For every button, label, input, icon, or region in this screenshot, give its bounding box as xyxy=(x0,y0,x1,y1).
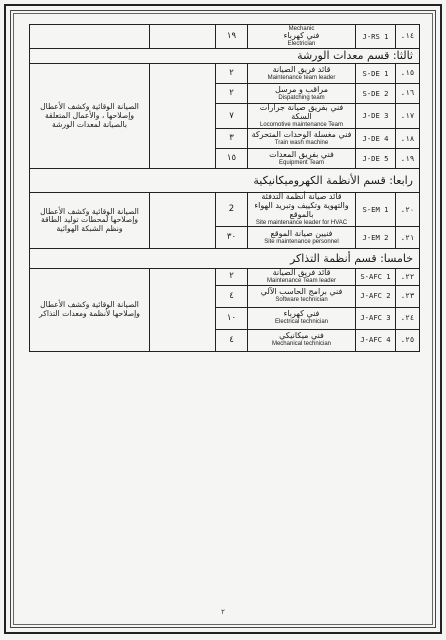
row-number-cell: .٢٠ xyxy=(396,193,420,227)
job-title-en: Equipment Team xyxy=(279,159,324,166)
section-heading: رابعا: قسم الأنظمة الكهروميكانيكية xyxy=(30,169,420,193)
row-number-cell: .٢٤ xyxy=(396,307,420,329)
job-title-en: Train wash machine xyxy=(274,139,329,146)
job-title-cell xyxy=(248,307,356,329)
count-cell: ٧ xyxy=(216,104,248,129)
job-title-ar: قائد فريق الصيانة xyxy=(272,64,331,74)
job-code-cell: S-DE 1 xyxy=(356,64,396,84)
job-title-en: Maintenance Team leader xyxy=(267,278,336,285)
job-title-ar: فني برامج الحاسب الآلي xyxy=(260,287,343,297)
job-title-cell xyxy=(248,329,356,351)
row-number-cell: .١٨ xyxy=(396,129,420,149)
count-cell: ٢ xyxy=(216,269,248,285)
job-title-ar: مراقب و مرسل xyxy=(274,84,328,94)
count-cell: ٤ xyxy=(216,285,248,307)
job-title-ar: فني كهرباء xyxy=(283,309,320,319)
count-cell: ١٩ xyxy=(216,25,248,49)
job-code-cell: S-EM 1 xyxy=(356,193,396,227)
section-description: الصيانة الوقائية وكشف الأعطال وإصلاحها ، والأعمال المتعلقة بالصيانة لمعدات الورشة xyxy=(30,64,150,169)
job-title-cell xyxy=(248,104,356,129)
row-number-cell: .١٦ xyxy=(396,84,420,104)
row-number-cell: .٢٢ xyxy=(396,269,420,285)
count-cell: ٣ xyxy=(216,129,248,149)
job-code-cell: J-AFC 3 xyxy=(356,307,396,329)
job-title-ar: قائد صيانة أنظمة التدفئة والتهوية وتكييف وتبريد الهواء بالموقع xyxy=(254,192,349,219)
row-number-cell: .١٩ xyxy=(396,149,420,169)
blank-cell xyxy=(150,193,216,249)
job-code-cell: S-DE 2 xyxy=(356,84,396,104)
job-code-cell: S-AFC 1 xyxy=(356,269,396,285)
job-title-en: Maintenance team leader xyxy=(267,74,336,81)
page-number: ٢ xyxy=(221,608,225,616)
job-title-cell xyxy=(248,269,356,285)
job-title-en: Software technician xyxy=(275,297,328,304)
job-title-en: Electrical technician xyxy=(274,319,329,326)
job-title-ar: فنيين صيانة الموقع xyxy=(270,229,333,239)
job-title-ar: فني ميكانيكي xyxy=(279,331,324,341)
table-row xyxy=(30,193,420,227)
job-code-cell: J-AFC 4 xyxy=(356,329,396,351)
job-title-en: Site maintenance personnel xyxy=(264,238,339,245)
count-cell: 2 xyxy=(216,193,248,227)
section-description: الصيانة الوقائية وكشف الأعطال وإصلاحها لأنظمة ومعدات التذاكر xyxy=(30,269,150,351)
job-title-cell xyxy=(248,25,356,49)
staffing-table xyxy=(29,24,420,352)
job-code-cell: J-EM 2 xyxy=(356,227,396,249)
job-title-en: Site maintenance leader for HVAC xyxy=(255,219,348,226)
job-title-en: Dispatching team xyxy=(278,94,325,101)
table-row xyxy=(30,269,420,285)
section-heading-row xyxy=(30,249,420,269)
row-number-cell: .١٧ xyxy=(396,104,420,129)
section-heading: ثالثا: قسم معدات الورشة xyxy=(30,49,420,64)
job-title-ar: فني كهرباء xyxy=(283,31,320,41)
job-title-ar: فني بفريق المعدات xyxy=(269,150,334,160)
job-title-cell xyxy=(248,129,356,149)
section-description: الصيانة الوقائية وكشف الأعطال وإصلاحها لمحطات توليد الطاقة ونظم الشبكة الهوائية xyxy=(30,193,150,249)
job-title-cell xyxy=(248,227,356,249)
job-title-cell xyxy=(248,193,356,227)
table-row xyxy=(30,25,420,49)
count-cell: ٢ xyxy=(216,64,248,84)
staffing-table-container xyxy=(29,24,419,352)
job-code-cell: J-DE 4 xyxy=(356,129,396,149)
job-title-en-top: Mechanic xyxy=(288,25,315,32)
section-heading: خامسا: قسم أنظمة التذاكر xyxy=(30,249,420,269)
job-title-cell xyxy=(248,64,356,84)
job-title-cell xyxy=(248,285,356,307)
job-title-cell xyxy=(248,84,356,104)
count-cell: ٤ xyxy=(216,329,248,351)
count-cell: ١٠ xyxy=(216,307,248,329)
blank-cell xyxy=(150,64,216,169)
job-title-ar: فني مغسلة الوحدات المتحركة xyxy=(251,130,352,140)
job-code-cell: J-AFC 2 xyxy=(356,285,396,307)
job-code-cell: J-DE 5 xyxy=(356,149,396,169)
job-title-en: Locomotive maintenance Team xyxy=(260,121,343,128)
row-number-cell: .٢٣ xyxy=(396,285,420,307)
table-row xyxy=(30,64,420,84)
count-cell: ٣٠ xyxy=(216,227,248,249)
row-number-cell: .٢٥ xyxy=(396,329,420,351)
description-cell xyxy=(30,25,150,49)
job-title-cell xyxy=(248,149,356,169)
row-number-cell: .٢١ xyxy=(396,227,420,249)
blank-cell xyxy=(150,25,216,49)
job-title-en: Mechanical technician xyxy=(271,341,332,348)
job-code-cell: J-RS 1 xyxy=(356,25,396,49)
blank-cell xyxy=(150,269,216,351)
job-code-cell: J-DE 3 xyxy=(356,104,396,129)
row-number-cell: .١٥ xyxy=(396,64,420,84)
job-title-ar: قائد فريق الصيانة xyxy=(272,268,331,278)
count-cell: ٢ xyxy=(216,84,248,104)
row-number-cell: .١٤ xyxy=(396,25,420,49)
job-title-ar: فني بفريق صيانة جرارات السكة xyxy=(259,103,344,121)
job-title-en: Electrician xyxy=(287,40,316,47)
section-heading-row xyxy=(30,49,420,64)
section-heading-row xyxy=(30,169,420,193)
count-cell: ١٥ xyxy=(216,149,248,169)
